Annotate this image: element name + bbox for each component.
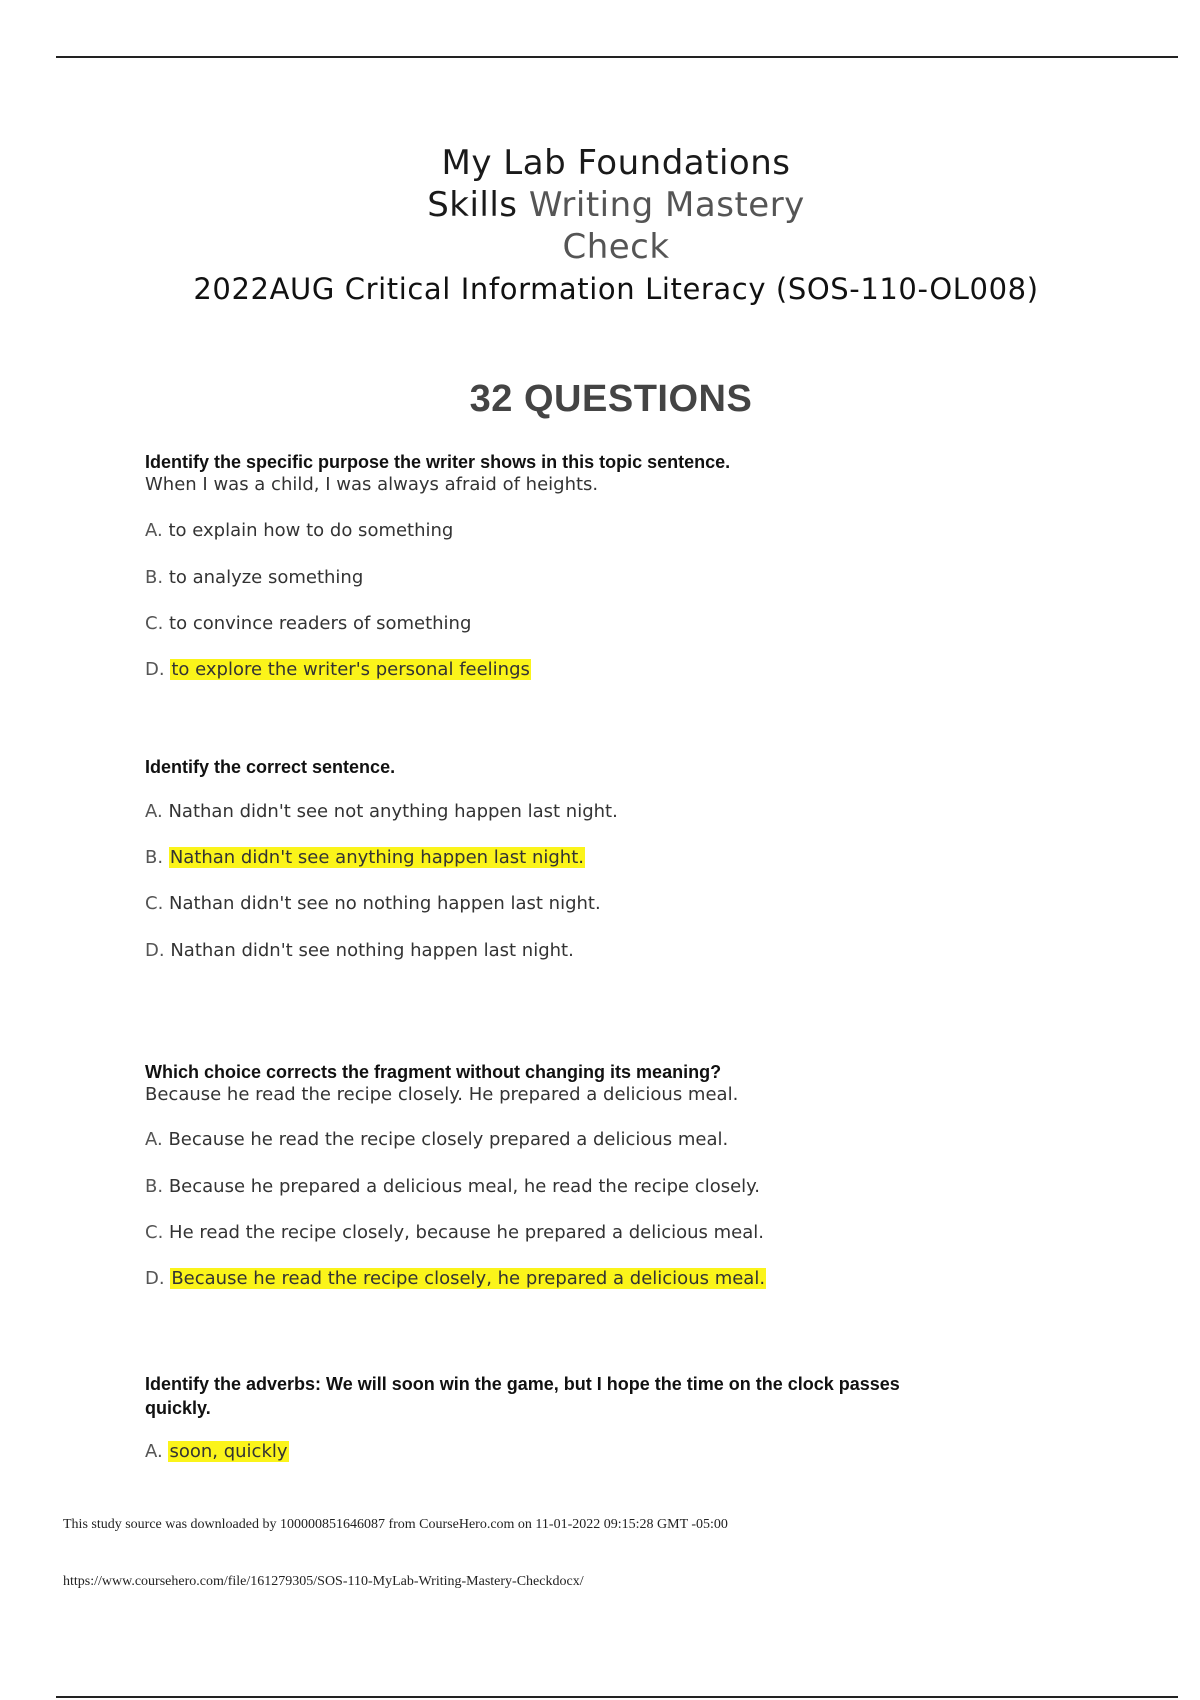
option-c [145, 891, 1105, 917]
highlighted-answer: Because he read the recipe closely, he prepared a delicious meal. [171, 1268, 766, 1289]
option-d [145, 1266, 1105, 1292]
option-c [145, 611, 1105, 637]
option-letter: A. [145, 520, 163, 541]
highlighted-answer: Nathan didn't see anything happen last night. [169, 847, 584, 868]
question-count-heading: 32 QUESTIONS [469, 378, 753, 420]
option-letter: B. [145, 567, 164, 588]
option-letter: C. [145, 893, 164, 914]
option-a [145, 518, 1105, 544]
option-letter: B. [145, 847, 164, 868]
option-text: to explain how to do something [168, 520, 454, 541]
option-letter: D. [145, 940, 165, 961]
course-name: 2022AUG Critical Information Literacy (SOS-110-OL008) [193, 272, 1039, 306]
question-prompt-line-2: quickly. [145, 1398, 211, 1418]
option-a [145, 1127, 1105, 1153]
question-prompt-line-1: Identify the adverbs: We will soon win the game, but I hope the time on the clock passes [145, 1374, 900, 1394]
option-letter: D. [145, 1268, 165, 1289]
option-b [145, 565, 1105, 591]
top-rule [56, 56, 1178, 58]
option-d [145, 657, 1105, 683]
option-text: Nathan didn't see no nothing happen last night. [169, 893, 601, 914]
option-c [145, 1220, 1105, 1246]
question-4 [145, 1372, 1105, 1465]
option-a [145, 1439, 1105, 1465]
highlighted-answer: soon, quickly [169, 1441, 288, 1462]
question-2 [145, 755, 1105, 964]
option-letter: B. [145, 1176, 164, 1197]
question-stem: Because he read the recipe closely. He prepared a delicious meal. [145, 1084, 739, 1105]
title-line-2 [0, 184, 1200, 226]
option-letter: A. [145, 1129, 163, 1150]
question-1 [145, 450, 1105, 683]
option-letter: C. [145, 1222, 164, 1243]
question-stem: When I was a child, I was always afraid of heights. [145, 474, 599, 495]
option-letter: D. [145, 659, 165, 680]
option-text: to convince readers of something [169, 613, 472, 634]
option-b [145, 845, 1105, 871]
title-word-check: Check [562, 227, 670, 267]
title-line-1: My Lab Foundations [441, 143, 791, 183]
title-words-writing-mastery: Writing Mastery [528, 185, 805, 225]
bottom-rule [56, 1696, 1178, 1698]
question-prompt: Which choice corrects the fragment without changing its meaning? [145, 1062, 722, 1082]
option-a [145, 799, 1105, 825]
download-source-note: This study source was downloaded by 100000851646087 from CourseHero.com on 11-01-2022 09:15:28 GMT -05:00 [63, 1517, 728, 1532]
document-title [0, 142, 1200, 309]
title-word-skills: Skills [427, 185, 518, 225]
option-b [145, 1174, 1105, 1200]
highlighted-answer: to explore the writer's personal feelings [171, 659, 530, 680]
question-prompt: Identify the correct sentence. [145, 757, 396, 777]
option-text: Nathan didn't see nothing happen last night. [170, 940, 574, 961]
option-text: Because he read the recipe closely prepared a delicious meal. [168, 1129, 729, 1150]
question-prompt: Identify the specific purpose the writer shows in this topic sentence. [145, 452, 731, 472]
option-text: He read the recipe closely, because he prepared a delicious meal. [169, 1222, 764, 1243]
question-3 [145, 1060, 1105, 1292]
option-text: to analyze something [168, 567, 364, 588]
title-line-3 [0, 226, 1200, 268]
option-d [145, 938, 1105, 964]
option-letter: A. [145, 1441, 163, 1462]
option-letter: C. [145, 613, 164, 634]
option-text: Because he prepared a delicious meal, he read the recipe closely. [168, 1176, 760, 1197]
source-url[interactable]: https://www.coursehero.com/file/161279305/SOS-110-MyLab-Writing-Mastery-Checkdocx/ [63, 1574, 584, 1589]
option-text: Nathan didn't see not anything happen last night. [168, 801, 618, 822]
option-letter: A. [145, 801, 163, 822]
